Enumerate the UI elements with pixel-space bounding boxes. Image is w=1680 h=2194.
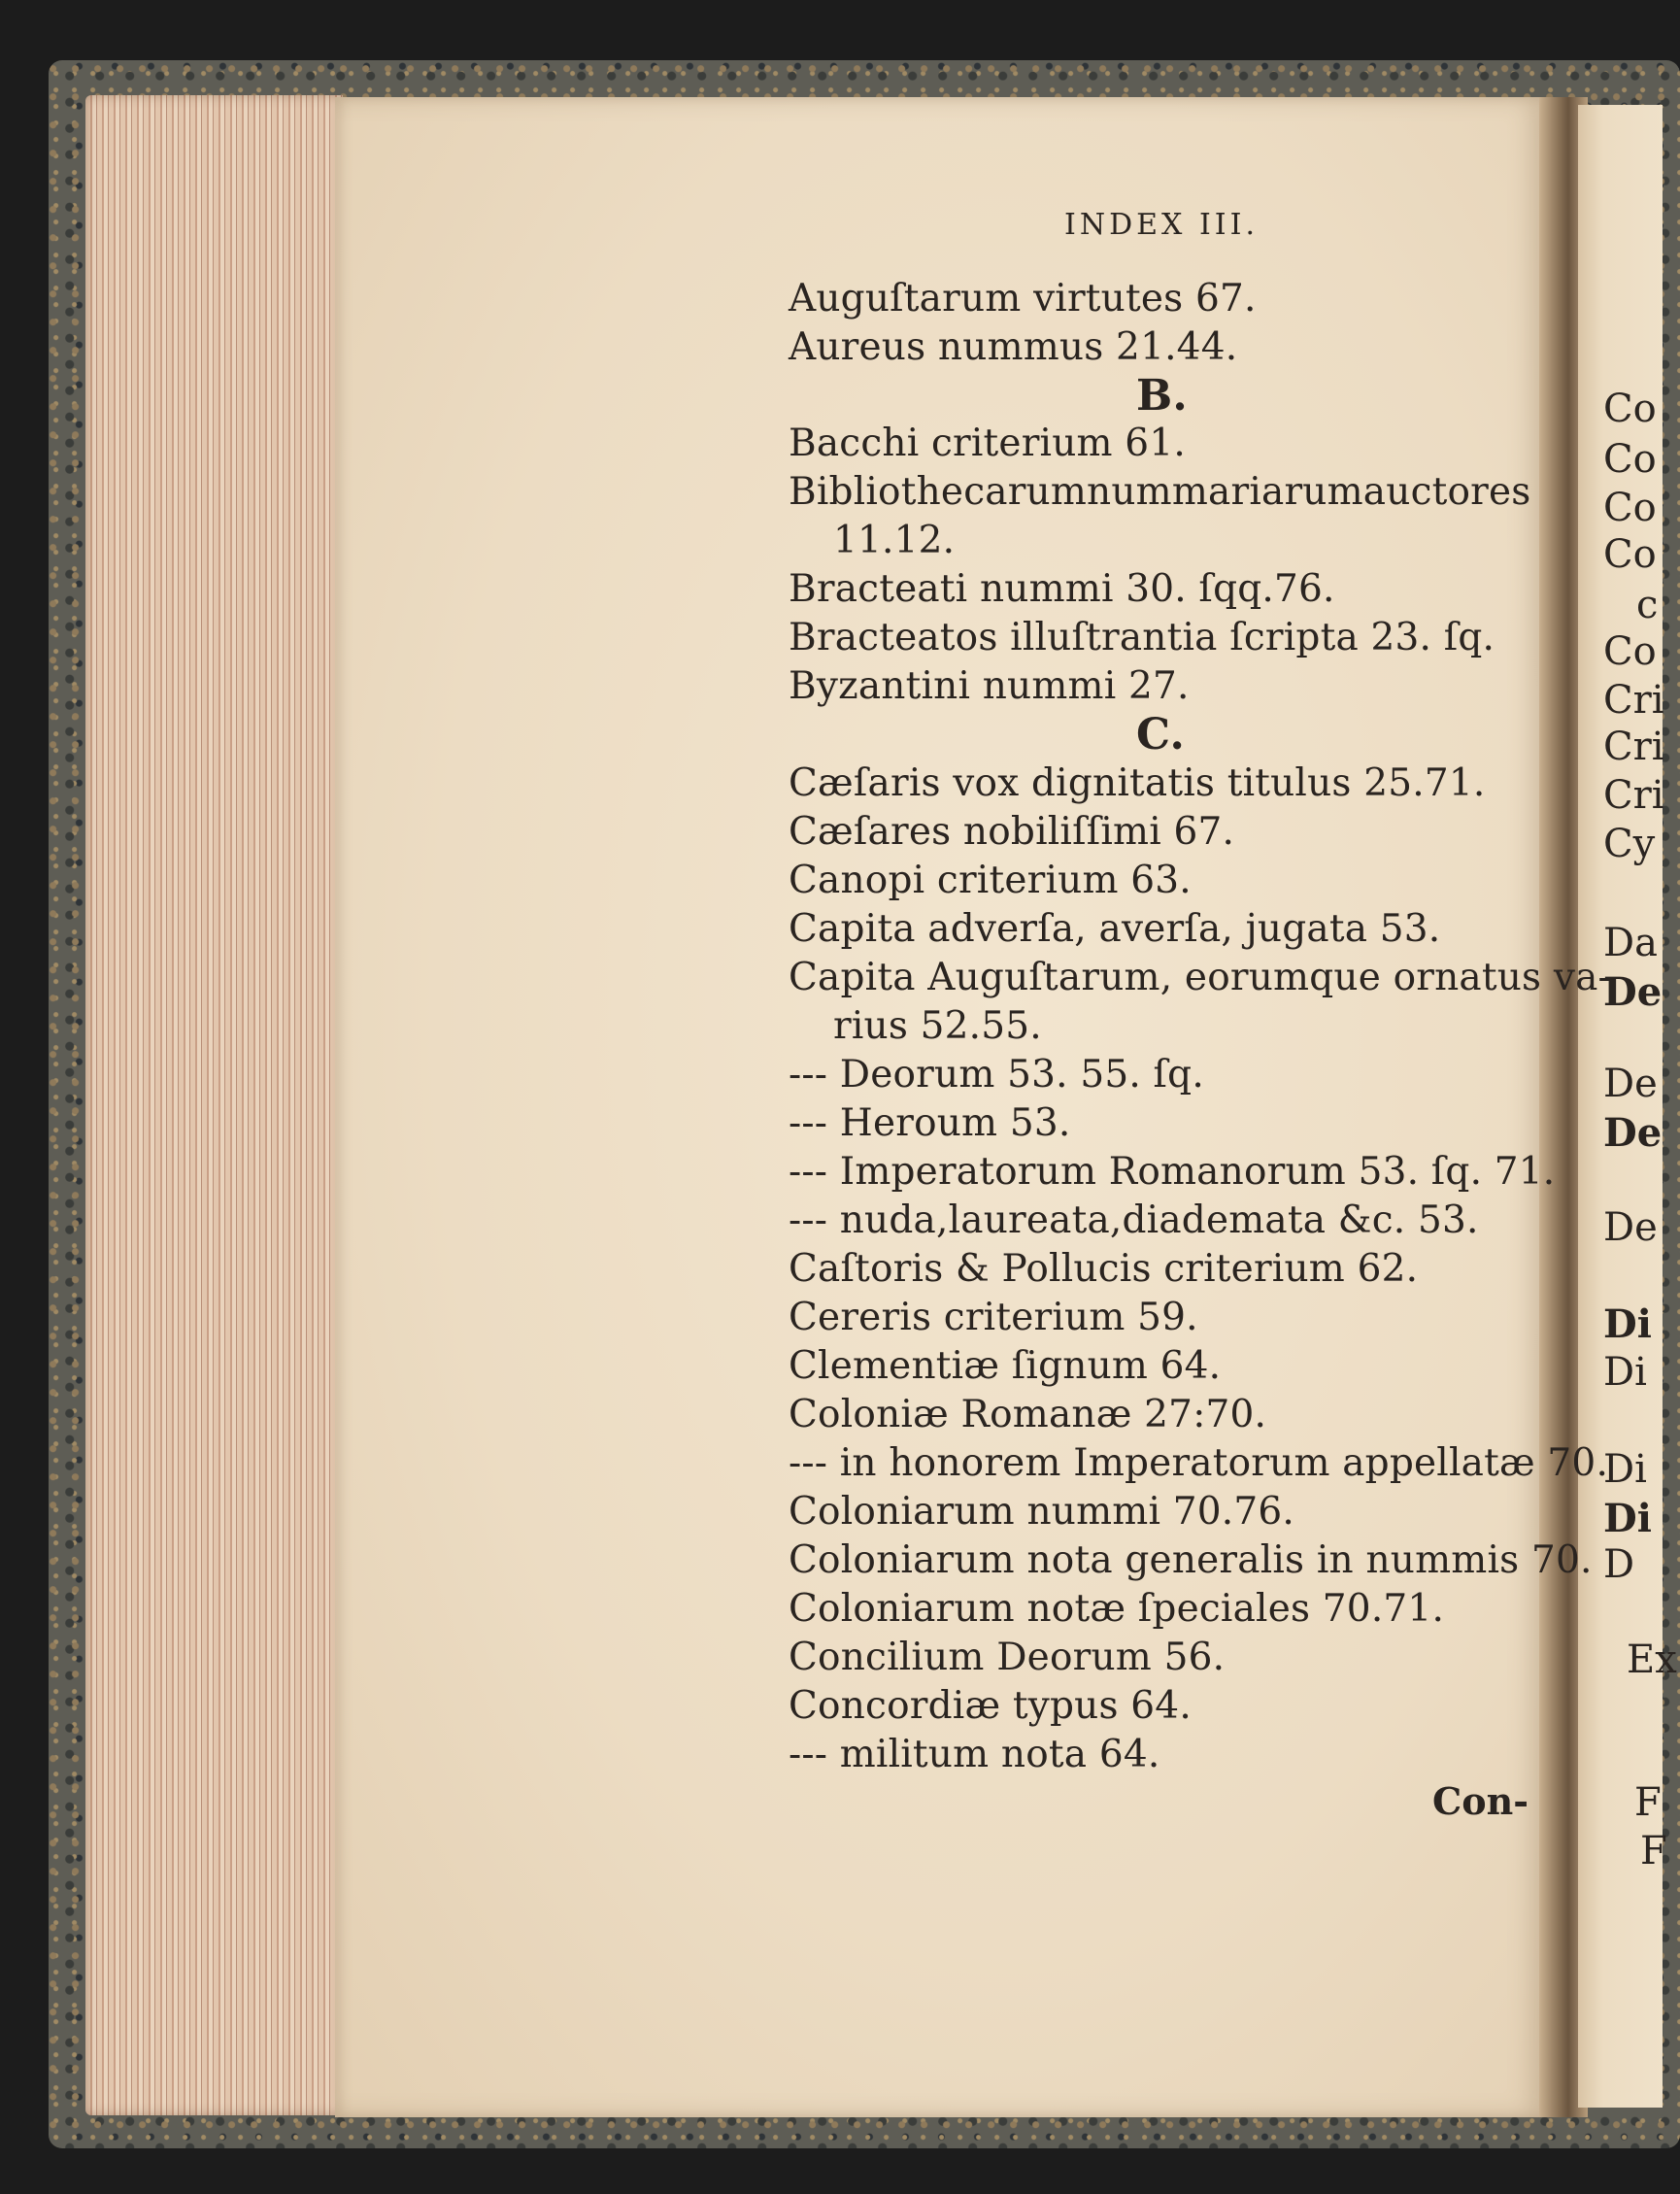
index-entry-word: auctores — [1362, 470, 1531, 514]
facing-page-fragment: Co — [1603, 629, 1657, 674]
facing-page-fragment: Cri — [1603, 678, 1664, 723]
facing-page — [1578, 105, 1677, 2108]
facing-page-fragment: Co — [1603, 437, 1657, 482]
index-entry: Concordiæ typus 64. — [789, 1684, 1192, 1728]
index-entry: Coloniæ Romanæ 27:70. — [789, 1393, 1267, 1436]
index-entry: Coloniarum notæ ſpeciales 70.71. — [789, 1587, 1445, 1631]
index-entry: Cereris criterium 59. — [789, 1296, 1198, 1339]
index-entry: Canopi criterium 63. — [789, 859, 1192, 902]
index-entry: Aureus nummus 21.44. — [789, 325, 1238, 369]
index-entry: Coloniarum nummi 70.76. — [789, 1490, 1294, 1534]
index-entry: Bracteati nummi 30. ſqq.76. — [789, 567, 1335, 611]
facing-page-fragment: Di — [1603, 1447, 1647, 1492]
facing-page-fragment: De — [1603, 1110, 1663, 1156]
facing-page-fragment: c — [1636, 583, 1659, 627]
index-entry-continuation: 11.12. — [833, 519, 956, 562]
running-head: INDEX III. — [1064, 208, 1260, 242]
facing-page-fragment: De — [1603, 1205, 1658, 1250]
index-subentry: --- Heroum 53. — [789, 1101, 1071, 1145]
index-subentry: --- Deorum 53. 55. ſq. — [789, 1053, 1204, 1097]
index-entry: Capita adverſa, averſa, jugata 53. — [789, 907, 1441, 951]
page-edges — [85, 95, 343, 2115]
index-entry: Bacchi criterium 61. — [789, 422, 1186, 465]
facing-page-fragment: Cy — [1603, 822, 1656, 866]
facing-page-fragment: Cri — [1603, 725, 1664, 769]
facing-page-fragment: F — [1640, 1829, 1667, 1873]
index-entry: Capita Auguſtarum, eorumque ornatus va- — [789, 956, 1611, 999]
facing-page-fragment: Di — [1603, 1496, 1652, 1541]
index-entry-continuation: rius 52.55. — [833, 1004, 1042, 1048]
section-letter: B. — [1136, 371, 1188, 421]
facing-page-fragment: Co — [1603, 532, 1657, 577]
index-subentry: --- militum nota 64. — [789, 1733, 1160, 1776]
section-letter: C. — [1136, 710, 1185, 759]
index-entry-word: Bibliothecarum — [789, 470, 1088, 514]
index-entry: Cæſares nobiliſſimi 67. — [789, 810, 1235, 854]
index-entry: Caſtoris & Pollucis criterium 62. — [789, 1247, 1419, 1291]
index-entry-word: nummariarum — [1087, 470, 1363, 514]
facing-page-fragment: D — [1603, 1542, 1635, 1587]
facing-page-fragment: De — [1603, 1062, 1658, 1106]
index-entry — [789, 470, 1531, 514]
facing-page-fragment: Di — [1603, 1301, 1652, 1347]
index-entry: Coloniarum nota generalis in nummis 70. — [789, 1538, 1593, 1582]
index-entry: Clementiæ ſignum 64. — [789, 1344, 1222, 1388]
index-entry: Concilium Deorum 56. — [789, 1636, 1226, 1679]
catchword: Con- — [1432, 1779, 1529, 1823]
index-subentry: --- nuda,laureata,diademata &c. 53. — [789, 1198, 1479, 1242]
index-subentry: --- in honorem Imperatorum appellatæ 70. — [789, 1441, 1609, 1485]
index-entry: Auguſtarum virtutes 67. — [789, 277, 1257, 321]
facing-page-fragment: F — [1634, 1780, 1662, 1825]
facing-page-fragment: Co — [1603, 486, 1657, 530]
facing-page-fragment: Di — [1603, 1350, 1647, 1395]
facing-page-fragment: Ex — [1627, 1637, 1677, 1682]
facing-page-fragment: Da — [1603, 921, 1658, 965]
facing-page-fragment: Co — [1603, 387, 1657, 431]
index-entry: Bracteatos illuſtrantia ſcripta 23. ſq. — [789, 616, 1495, 659]
index-entry: Byzantini nummi 27. — [789, 664, 1190, 708]
index-subentry: --- Imperatorum Romanorum 53. ſq. 71. — [789, 1150, 1556, 1194]
facing-page-fragment: Cri — [1603, 773, 1664, 818]
index-entry: Cæſaris vox dignitatis titulus 25.71. — [789, 761, 1486, 805]
facing-page-fragment: De — [1603, 969, 1663, 1015]
